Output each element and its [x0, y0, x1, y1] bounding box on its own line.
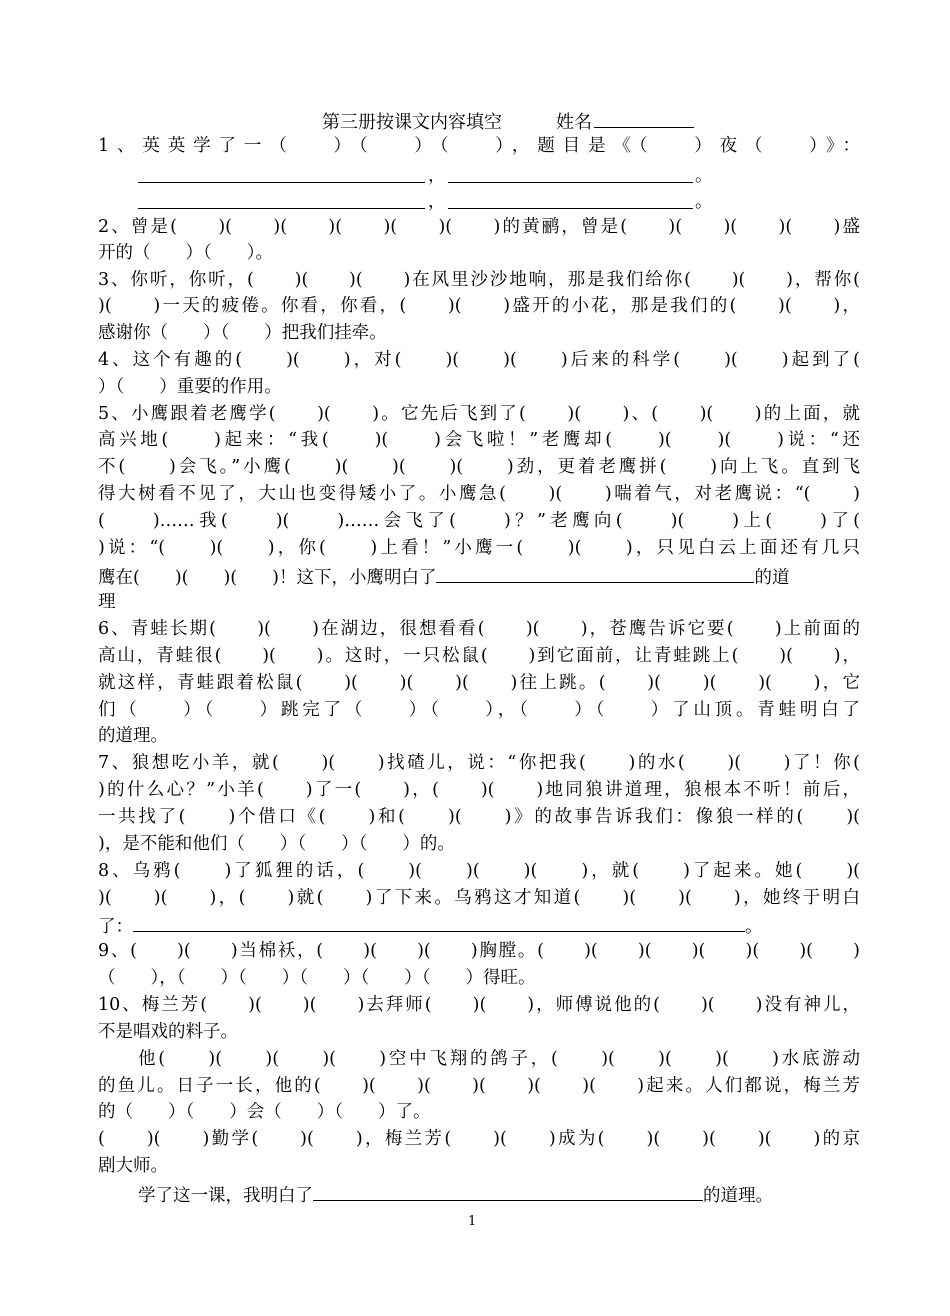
answer-blank[interactable]: [138, 186, 425, 209]
question-10-line-8-text: 学了这一课，我明白了: [138, 1186, 313, 1206]
question-6-line-4: 们（ ）（ ）跳完了（ ）（ ），（ ）（ ）了山顶。青蛙明白了: [98, 700, 860, 720]
question-6-line-5: 的道理。: [98, 726, 168, 746]
question-3-line-2: )( )一天的疲倦。你看，你看，( )( )盛开的小花，那是我们的( )( )，: [98, 296, 860, 316]
question-9-line-1: 9、( )( )当棉袄，( )( )( )胸膛。( )( )( )( )( )( ): [98, 941, 860, 961]
question-6-line-2: 高山，青蛙很( )( )。这时，一只松鼠( )到它面前，让青蛙跳上( )( )，: [98, 646, 860, 666]
question-6-line-1: 6、青蛙长期( )( )在湖边，很想看看( )( )，苍鹰告诉它要( )上前面的: [98, 619, 860, 639]
question-7-line-2: )的什么心？”小羊( )了一( )，( )( )地同狼讲道理，狼根本不听！前后，: [98, 780, 860, 800]
answer-blank[interactable]: [436, 562, 754, 583]
answer-blank[interactable]: [313, 1180, 703, 1201]
question-8-line-3: [98, 911, 860, 937]
answer-row-2: [138, 186, 713, 214]
question-8-line-1: 8、乌鸦( )了狐狸的话，( )( )( )( )，就( )了起来。她( )(: [98, 861, 860, 881]
question-5-line-3: 不( )会飞。”小鹰( )( )( )( )劲，更着老鹰拼( )向上飞。直到飞: [98, 457, 860, 477]
question-1-line-1: 1、英英学了一（ ）（ ）（ ），题目是《（ ）夜（ ）》：: [98, 136, 860, 156]
question-8-tail: 。: [745, 917, 763, 937]
question-9-line-2: （ ），（ ）（ ）（ ）（ ）（ ）得旺。: [98, 968, 536, 988]
answer-comma: ，: [428, 166, 446, 186]
answer-blank[interactable]: [138, 160, 425, 183]
question-7-line-1: 7、狼想吃小羊，就( )( )找碴儿，说：“你把我( )的水( )( )了！你(: [98, 753, 860, 773]
question-10-line-4: 的鱼儿。日子一长，他的( )( )( )( )( )( )起来。人们都说，梅兰芳: [98, 1076, 860, 1096]
question-8-line-2: )( )( )，( )就( )了下来。乌鸦这才知道( )( )( )，她终于明白: [98, 888, 860, 908]
name-blank[interactable]: [594, 109, 694, 128]
question-4-line-2: ）（ ）重要的作用。: [98, 377, 282, 397]
question-3-line-3: 感谢你（ ）（ ）把我们挂牵。: [98, 323, 387, 343]
answer-blank[interactable]: [133, 911, 745, 932]
question-5-line-5: ( )……我( )( )……会飞了( )？”老鹰向( )( )上( )了(: [98, 511, 860, 531]
question-10-line-1: 10、梅兰芳( )( )( )去拜师( )( )，师傅说他的( )( )没有神儿，: [98, 995, 860, 1015]
question-10-line-7: 剧大师。: [98, 1156, 168, 1176]
title-text: 第三册按课文内容填空: [322, 112, 502, 133]
question-5-line-1: 5、小鹰跟着老鹰学( )( )。它先后飞到了( )( )、( )( )的上面，就: [98, 404, 860, 424]
question-10-line-5: 的（ ）（ ）会（ ）（ ）了。: [98, 1102, 431, 1122]
question-7-line-4: )，是不能和他们（ ）（ ）（ ）的。: [98, 834, 455, 854]
question-10-line-3: 他( )( )( )( )空中飞翔的鸽子，( )( )( )( )水底游动: [138, 1049, 860, 1069]
question-6-line-3: 就这样，青蛙跟着松鼠( )( )( )( )往上跳。( )( )( )( )，它: [98, 673, 860, 693]
question-10-line-2: 不是唱戏的料子。: [98, 1022, 238, 1042]
question-5-line-6: )说：“( )( )，你( )上看！”小鹰一( )( )，只见白云上面还有几只: [98, 538, 860, 558]
question-2-line-2: 开的（ ）（ ）。: [98, 243, 273, 263]
answer-row-1: [138, 160, 713, 188]
name-label: 姓名: [556, 112, 592, 133]
question-5-line-4: 得大树看不见了，大山也变得矮小了。小鹰急( )( )喘着气，对老鹰说：“( ): [98, 484, 860, 504]
page-number: 1: [468, 1214, 477, 1229]
question-5-tail: 的道: [754, 568, 790, 588]
question-5-line-8: 理: [98, 592, 116, 612]
question-4-line-1: 4、这个有趣的( )( )，对( )( )( )后来的科学( )( )起到了(: [98, 350, 860, 370]
question-7-line-3: 一共找了( )个借口《( )和( )( )》的故事告诉我们：像狼一样的( )(: [98, 807, 860, 827]
question-5-line-7-text: 鹰在( )( )( )！这下，小鹰明白了: [98, 568, 437, 588]
question-8-line-3-text: 了：: [98, 917, 133, 937]
question-10-line-8: [138, 1180, 860, 1206]
question-5-line-2: 高兴地( )起来：“我( )( )会飞啦！”老鹰却( )( )( )说：“还: [98, 430, 860, 450]
question-10-tail: 的道理。: [703, 1186, 773, 1206]
answer-blank[interactable]: [448, 186, 693, 209]
answer-blank[interactable]: [448, 160, 693, 183]
answer-period: 。: [695, 166, 713, 186]
question-2-line-1: 2、曾是( )( )( )( )( )( )的黄鹂，曾是( )( )( )( )盛: [98, 217, 860, 237]
worksheet-title: [322, 108, 694, 134]
question-3-line-1: 3、你听，你听，( )( )( )在风里沙沙地响，那是我们给你( )( )，帮你(: [98, 270, 860, 290]
answer-comma: ，: [428, 192, 446, 212]
question-10-line-6: ( )( )勤学( )( )，梅兰芳( )( )成为( )( )( )( )的京: [98, 1129, 860, 1149]
answer-period: 。: [695, 192, 713, 212]
question-5-line-7: [98, 562, 860, 588]
